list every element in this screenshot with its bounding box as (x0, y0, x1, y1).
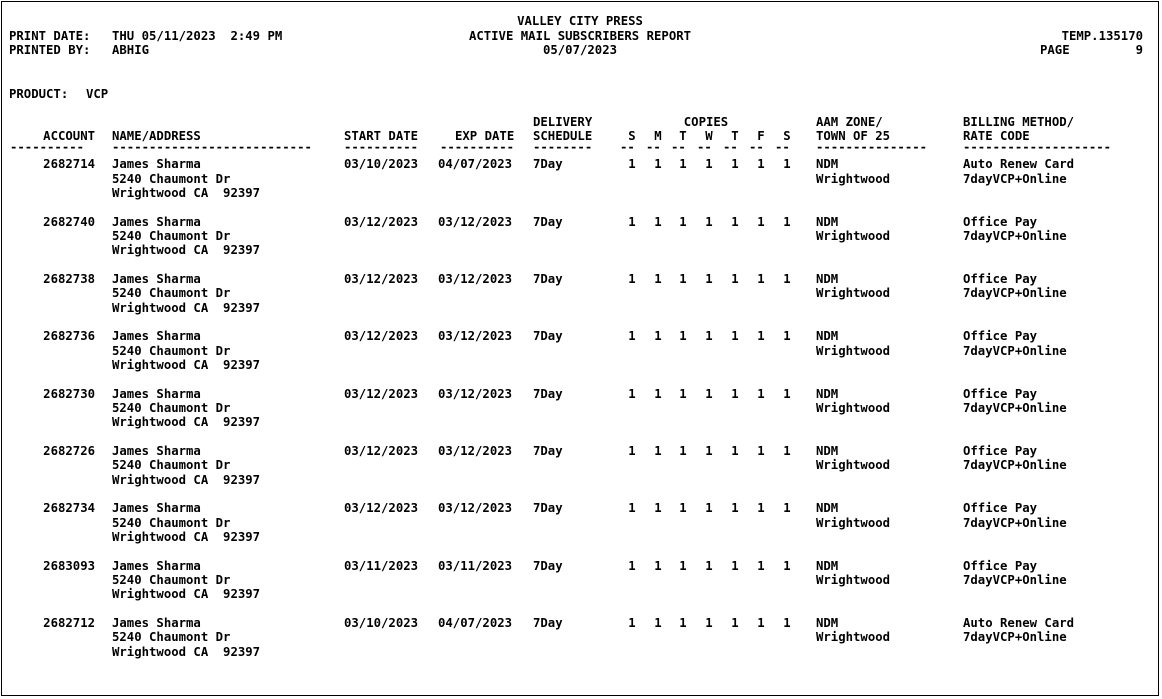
account-number: 2682714 (43, 157, 95, 171)
town: Wrightwood (816, 573, 891, 587)
subscriber-name: James Sharma (112, 157, 201, 171)
product-value: VCP (86, 87, 109, 101)
header-day-sat: S (783, 129, 791, 143)
start-date: 03/10/2023 (344, 616, 419, 630)
copies-thu: 1 (731, 501, 739, 515)
copies-wed: 1 (705, 559, 713, 573)
copies-sun: 1 (628, 329, 636, 343)
billing-method: Office Pay (963, 329, 1038, 343)
copies-fri: 1 (757, 157, 765, 171)
street-address: 5240 Chaumont Dr (112, 172, 231, 186)
delivery-schedule: 7Day (533, 387, 563, 401)
delivery-schedule: 7Day (533, 272, 563, 286)
rate-code: 7dayVCP+Online (963, 401, 1067, 415)
subscriber-name: James Sharma (112, 501, 201, 515)
account-number: 2682736 (43, 329, 95, 343)
copies-thu: 1 (731, 444, 739, 458)
aam-zone: NDM (816, 501, 839, 515)
street-address: 5240 Chaumont Dr (112, 401, 231, 415)
street-address: 5240 Chaumont Dr (112, 516, 231, 530)
copies-tue: 1 (679, 501, 687, 515)
copies-tue: 1 (679, 444, 687, 458)
dash-day: -- (671, 140, 686, 154)
subscriber-name: James Sharma (112, 272, 201, 286)
copies-sat: 1 (783, 616, 791, 630)
town: Wrightwood (816, 286, 891, 300)
copies-fri: 1 (757, 616, 765, 630)
dash-day: -- (697, 140, 712, 154)
copies-mon: 1 (654, 215, 662, 229)
copies-tue: 1 (679, 272, 687, 286)
printed-by-value: ABHIG (112, 43, 150, 57)
copies-sun: 1 (628, 559, 636, 573)
account-number: 2682734 (43, 501, 95, 515)
copies-fri: 1 (757, 559, 765, 573)
billing-method: Auto Renew Card (963, 616, 1075, 630)
printed-by-label: PRINTED BY: (9, 43, 91, 57)
start-date: 03/11/2023 (344, 559, 419, 573)
start-date: 03/10/2023 (344, 157, 419, 171)
header-schedule: SCHEDULE (533, 129, 593, 143)
copies-mon: 1 (654, 329, 662, 343)
aam-zone: NDM (816, 157, 839, 171)
exp-date: 03/12/2023 (438, 215, 513, 229)
header-day-mon: M (654, 129, 662, 143)
street-address: 5240 Chaumont Dr (112, 573, 231, 587)
copies-sun: 1 (628, 157, 636, 171)
copies-fri: 1 (757, 501, 765, 515)
city-state-zip: Wrightwood CA 92397 (112, 415, 261, 429)
street-address: 5240 Chaumont Dr (112, 344, 231, 358)
copies-tue: 1 (679, 559, 687, 573)
temp-id: TEMP.135170 (1061, 29, 1143, 43)
aam-zone: NDM (816, 329, 839, 343)
header-delivery: DELIVERY (533, 115, 593, 129)
city-state-zip: Wrightwood CA 92397 (112, 301, 261, 315)
dash-day: -- (646, 140, 661, 154)
copies-fri: 1 (757, 215, 765, 229)
copies-thu: 1 (731, 559, 739, 573)
header-day-fri: F (757, 129, 765, 143)
street-address: 5240 Chaumont Dr (112, 229, 231, 243)
rate-code: 7dayVCP+Online (963, 630, 1067, 644)
account-number: 2682726 (43, 444, 95, 458)
copies-wed: 1 (705, 444, 713, 458)
copies-sun: 1 (628, 616, 636, 630)
account-number: 2682730 (43, 387, 95, 401)
start-date: 03/12/2023 (344, 501, 419, 515)
copies-wed: 1 (705, 272, 713, 286)
delivery-schedule: 7Day (533, 444, 563, 458)
subscriber-name: James Sharma (112, 444, 201, 458)
copies-sat: 1 (783, 387, 791, 401)
town: Wrightwood (816, 401, 891, 415)
subscriber-name: James Sharma (112, 387, 201, 401)
copies-sun: 1 (628, 501, 636, 515)
town: Wrightwood (816, 229, 891, 243)
copies-mon: 1 (654, 559, 662, 573)
print-date-value: THU 05/11/2023 2:49 PM (112, 29, 283, 43)
dash-day: -- (775, 140, 790, 154)
page-label: PAGE (1040, 43, 1070, 57)
rate-code: 7dayVCP+Online (963, 516, 1067, 530)
aam-zone: NDM (816, 444, 839, 458)
copies-mon: 1 (654, 444, 662, 458)
header-copies: COPIES (683, 115, 729, 129)
billing-method: Office Pay (963, 387, 1038, 401)
delivery-schedule: 7Day (533, 329, 563, 343)
exp-date: 03/12/2023 (438, 387, 513, 401)
copies-mon: 1 (654, 272, 662, 286)
dash-day: -- (723, 140, 738, 154)
aam-zone: NDM (816, 559, 839, 573)
copies-thu: 1 (731, 215, 739, 229)
street-address: 5240 Chaumont Dr (112, 458, 231, 472)
billing-method: Office Pay (963, 444, 1038, 458)
copies-tue: 1 (679, 329, 687, 343)
copies-wed: 1 (705, 616, 713, 630)
dash-day: -- (620, 140, 635, 154)
company-name: VALLEY CITY PRESS (517, 14, 643, 28)
copies-fri: 1 (757, 387, 765, 401)
header-start-date: START DATE (344, 129, 419, 143)
city-state-zip: Wrightwood CA 92397 (112, 358, 261, 372)
exp-date: 04/07/2023 (438, 616, 513, 630)
rate-code: 7dayVCP+Online (963, 229, 1067, 243)
start-date: 03/12/2023 (344, 444, 419, 458)
street-address: 5240 Chaumont Dr (112, 630, 231, 644)
subscriber-name: James Sharma (112, 616, 201, 630)
copies-sun: 1 (628, 215, 636, 229)
copies-sat: 1 (783, 444, 791, 458)
exp-date: 03/12/2023 (438, 444, 513, 458)
billing-method: Office Pay (963, 215, 1038, 229)
header-billing-method: BILLING METHOD/ (963, 115, 1075, 129)
billing-method: Office Pay (963, 559, 1038, 573)
copies-sat: 1 (783, 157, 791, 171)
copies-mon: 1 (654, 616, 662, 630)
rate-code: 7dayVCP+Online (963, 172, 1067, 186)
dash-day: -- (749, 140, 764, 154)
header-account: ACCOUNT (43, 129, 95, 143)
town: Wrightwood (816, 630, 891, 644)
dash-start: ---------- (344, 140, 419, 154)
header-day-tue: T (679, 129, 687, 143)
copies-mon: 1 (654, 387, 662, 401)
copies-sat: 1 (783, 559, 791, 573)
copies-wed: 1 (705, 157, 713, 171)
report-title: ACTIVE MAIL SUBSCRIBERS REPORT (468, 29, 692, 43)
copies-sat: 1 (783, 501, 791, 515)
street-address: 5240 Chaumont Dr (112, 286, 231, 300)
account-number: 2682740 (43, 215, 95, 229)
copies-sat: 1 (783, 329, 791, 343)
copies-wed: 1 (705, 329, 713, 343)
page-number: 9 (1135, 43, 1143, 57)
town: Wrightwood (816, 516, 891, 530)
copies-sat: 1 (783, 272, 791, 286)
account-number: 2682738 (43, 272, 95, 286)
delivery-schedule: 7Day (533, 616, 563, 630)
copies-thu: 1 (731, 387, 739, 401)
aam-zone: NDM (816, 387, 839, 401)
dash-billing: -------------------- (963, 140, 1112, 154)
header-day-sun: S (628, 129, 636, 143)
town: Wrightwood (816, 172, 891, 186)
dash-aam: --------------- (816, 140, 928, 154)
delivery-schedule: 7Day (533, 559, 563, 573)
city-state-zip: Wrightwood CA 92397 (112, 530, 261, 544)
header-aam-zone: AAM ZONE/ (816, 115, 883, 129)
copies-tue: 1 (679, 387, 687, 401)
copies-sun: 1 (628, 387, 636, 401)
header-day-wed: W (705, 129, 713, 143)
aam-zone: NDM (816, 616, 839, 630)
copies-fri: 1 (757, 329, 765, 343)
copies-tue: 1 (679, 616, 687, 630)
copies-sun: 1 (628, 444, 636, 458)
dash-account: ---------- (10, 140, 85, 154)
exp-date: 03/12/2023 (438, 329, 513, 343)
report-date: 05/07/2023 (542, 43, 618, 57)
city-state-zip: Wrightwood CA 92397 (112, 587, 261, 601)
copies-thu: 1 (731, 329, 739, 343)
subscriber-name: James Sharma (112, 215, 201, 229)
copies-fri: 1 (757, 444, 765, 458)
copies-tue: 1 (679, 215, 687, 229)
header-town: TOWN OF 25 (816, 129, 891, 143)
header-rate-code: RATE CODE (963, 129, 1030, 143)
town: Wrightwood (816, 344, 891, 358)
dash-exp: ---------- (440, 140, 515, 154)
dash-name: --------------------------- (112, 140, 312, 154)
copies-tue: 1 (679, 157, 687, 171)
billing-method: Office Pay (963, 501, 1038, 515)
city-state-zip: Wrightwood CA 92397 (112, 186, 261, 200)
account-number: 2682712 (43, 616, 95, 630)
copies-fri: 1 (757, 272, 765, 286)
exp-date: 03/11/2023 (438, 559, 513, 573)
city-state-zip: Wrightwood CA 92397 (112, 645, 261, 659)
start-date: 03/12/2023 (344, 329, 419, 343)
subscriber-name: James Sharma (112, 329, 201, 343)
rate-code: 7dayVCP+Online (963, 286, 1067, 300)
delivery-schedule: 7Day (533, 157, 563, 171)
header-day-thu: T (731, 129, 739, 143)
exp-date: 03/12/2023 (438, 272, 513, 286)
copies-wed: 1 (705, 215, 713, 229)
copies-mon: 1 (654, 501, 662, 515)
header-name-address: NAME/ADDRESS (112, 129, 201, 143)
exp-date: 03/12/2023 (438, 501, 513, 515)
copies-mon: 1 (654, 157, 662, 171)
header-exp-date: EXP DATE (455, 129, 515, 143)
copies-wed: 1 (705, 501, 713, 515)
dash-schedule: -------- (533, 140, 593, 154)
town: Wrightwood (816, 458, 891, 472)
copies-thu: 1 (731, 616, 739, 630)
copies-sat: 1 (783, 215, 791, 229)
copies-sun: 1 (628, 272, 636, 286)
rate-code: 7dayVCP+Online (963, 344, 1067, 358)
print-date-label: PRINT DATE: (9, 29, 91, 43)
exp-date: 04/07/2023 (438, 157, 513, 171)
start-date: 03/12/2023 (344, 272, 419, 286)
subscriber-name: James Sharma (112, 559, 201, 573)
rate-code: 7dayVCP+Online (963, 458, 1067, 472)
billing-method: Office Pay (963, 272, 1038, 286)
copies-wed: 1 (705, 387, 713, 401)
aam-zone: NDM (816, 215, 839, 229)
city-state-zip: Wrightwood CA 92397 (112, 473, 261, 487)
aam-zone: NDM (816, 272, 839, 286)
copies-thu: 1 (731, 272, 739, 286)
rate-code: 7dayVCP+Online (963, 573, 1067, 587)
product-label: PRODUCT: (9, 87, 69, 101)
city-state-zip: Wrightwood CA 92397 (112, 243, 261, 257)
start-date: 03/12/2023 (344, 387, 419, 401)
delivery-schedule: 7Day (533, 215, 563, 229)
copies-thu: 1 (731, 157, 739, 171)
delivery-schedule: 7Day (533, 501, 563, 515)
start-date: 03/12/2023 (344, 215, 419, 229)
account-number: 2683093 (43, 559, 95, 573)
billing-method: Auto Renew Card (963, 157, 1075, 171)
